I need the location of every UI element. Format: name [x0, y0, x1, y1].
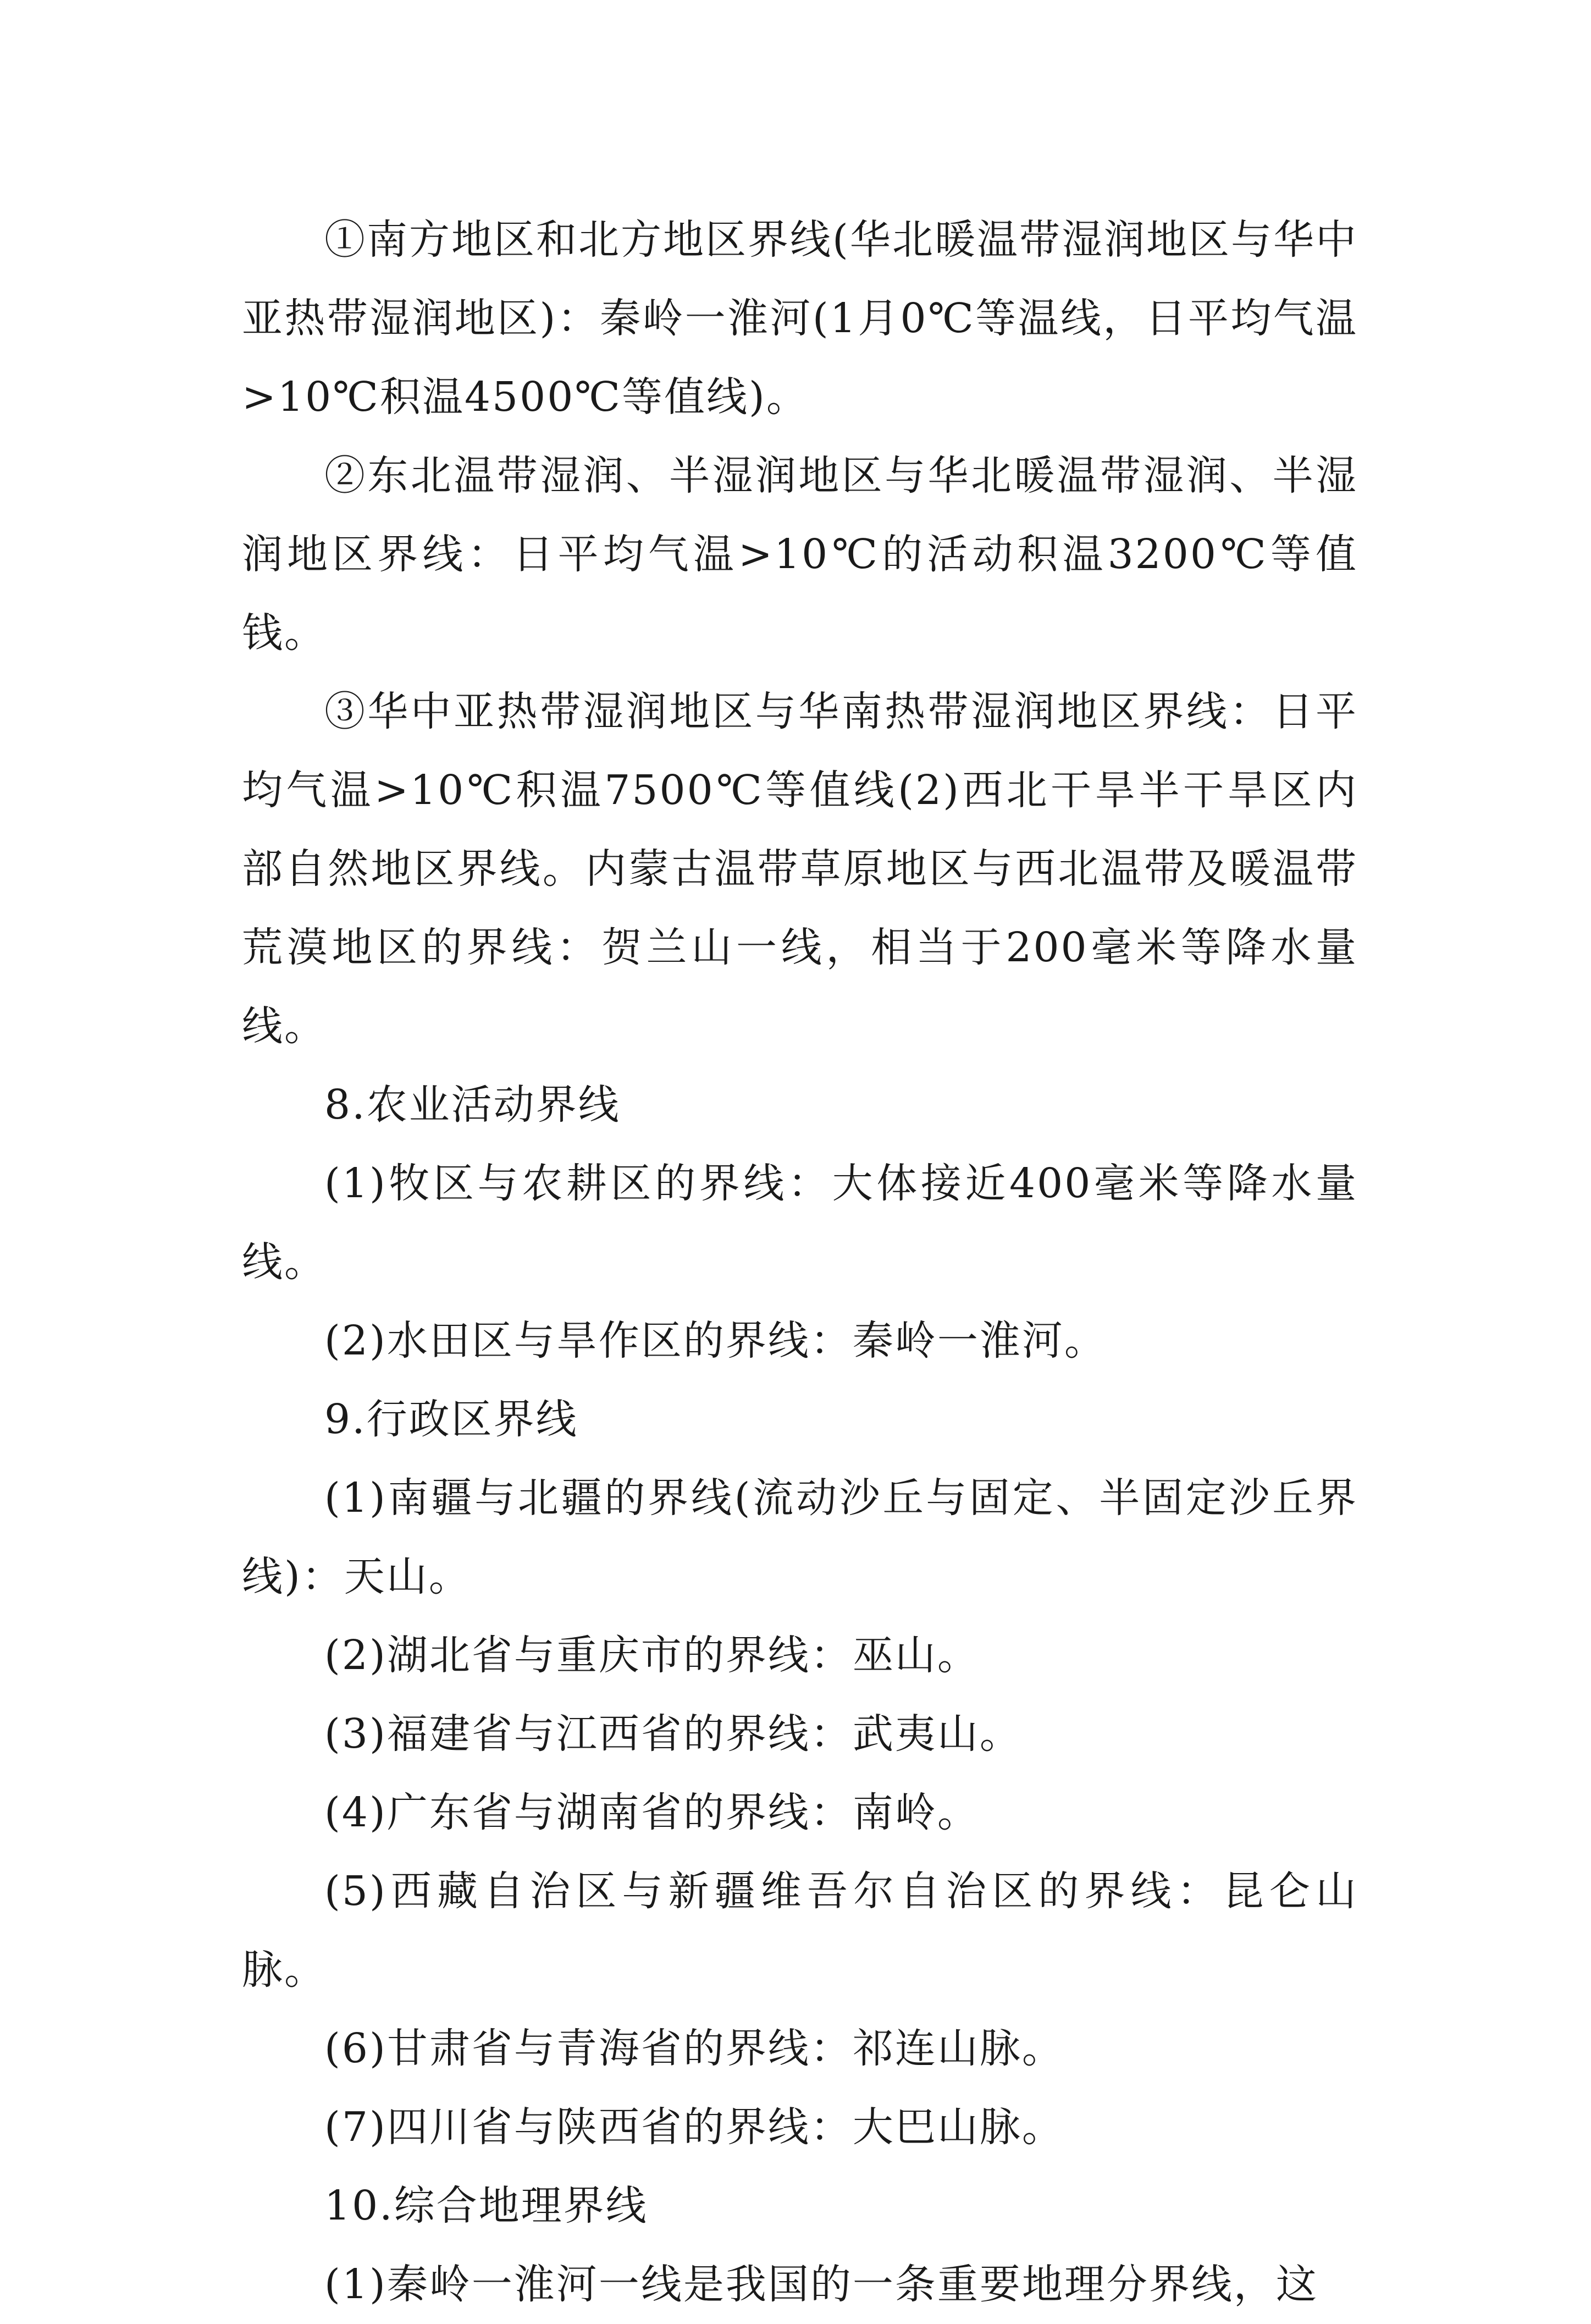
- heading-agricultural-boundaries: 8.农业活动界线: [324, 1081, 621, 1128]
- heading-administrative-boundaries: 9.行政区界线: [324, 1396, 578, 1443]
- paragraph-hubei-chongqing: (2)湖北省与重庆市的界线：巫山。: [324, 1632, 980, 1679]
- heading-comprehensive-boundaries: 10.综合地理界线: [324, 2182, 648, 2229]
- paragraph-northeast-north-boundary: ②东北温带湿润、半湿润地区与华北暖温带湿润、半湿润地区界线：日平均气温>10℃的活动积温3200℃等值钱。: [242, 452, 1358, 657]
- paragraph-paddy-dryland-boundary: (2)水田区与旱作区的界线：秦岭一淮河。: [324, 1317, 1107, 1364]
- paragraph-tibet-xinjiang: (5)西藏自治区与新疆维吾尔自治区的界线：昆仑山脉。: [242, 1868, 1358, 1993]
- paragraph-sichuan-shaanxi: (7)四川省与陕西省的界线：大巴山脉。: [324, 2103, 1064, 2151]
- paragraph-guangdong-hunan: (4)广东省与湖南省的界线：南岭。: [324, 1789, 980, 1836]
- document-body: [242, 201, 1358, 2324]
- paragraph-southern-northern-xinjiang: (1)南疆与北疆的界线(流动沙丘与固定、半固定沙丘界线)：天山。: [242, 1474, 1358, 1600]
- paragraph-south-north-boundary: ①南方地区和北方地区界线(华北暖温带湿润地区与华中亚热带湿润地区)：秦岭一淮河(1月0℃等温线，日平均气温>10℃积温4500℃等值线)。: [242, 216, 1358, 421]
- paragraph-central-south-boundary: ③华中亚热带湿润地区与华南热带湿润地区界线：日平均气温>10℃积温7500℃等值线(2)西北干旱半干旱区内部自然地区界线。内蒙古温带草原地区与西北温带及暖温带荒漠地区的界线：贺兰山一线，相当于200毫米等降水量线。: [242, 688, 1358, 1050]
- paragraph-gansu-qinghai: (6)甘肃省与青海省的界线：祁连山脉。: [324, 2025, 1064, 2072]
- paragraph-fujian-jiangxi: (3)福建省与江西省的界线：武夷山。: [324, 1710, 1022, 1758]
- paragraph-pastoral-farming-boundary: (1)牧区与农耕区的界线：大体接近400毫米等降水量线。: [242, 1160, 1358, 1286]
- paragraph-qinling-huaihe: (1)秦岭一淮河一线是我国的一条重要地理分界线，这: [324, 2261, 1318, 2308]
